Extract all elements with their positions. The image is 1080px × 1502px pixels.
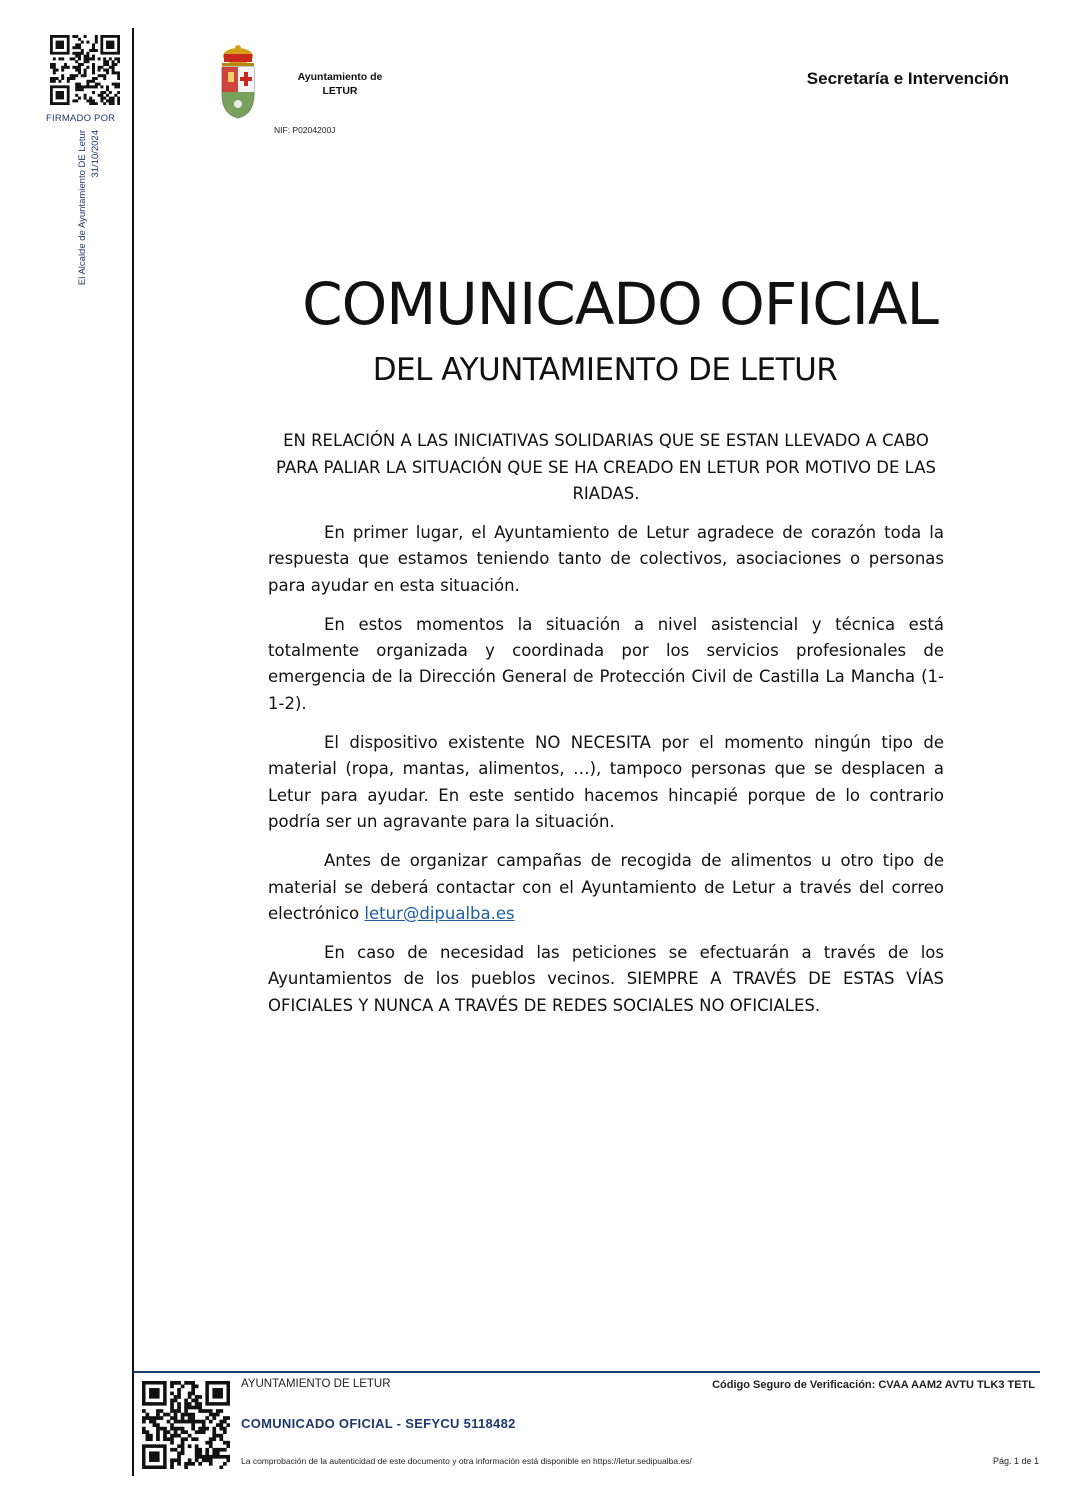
nif-number: NIF: P0204200J [274, 125, 336, 135]
paragraph-1: En primer lugar, el Ayuntamiento de Letur agradece de corazón toda la respuesta que estamos teniendo tanto de colectivos, asociaciones o personas para ayudar en esta situación. [268, 523, 944, 595]
authenticity-note: La comprobación de la autenticidad de este documento y otra información está disponible en https://letur.sedipualba.es/ [241, 1456, 692, 1466]
org-name-line-1: Ayuntamiento de [297, 71, 383, 83]
document-title: COMUNICADO OFICIAL [302, 270, 938, 338]
document-subtitle: DEL AYUNTAMIENTO DE LETUR [372, 352, 838, 388]
intro-heading: EN RELACIÓN A LAS INICIATIVAS SOLIDARIAS QUE SE ESTAN LLEVADO A CABO PARA PALIAR LA SITUACIÓN QUE SE HA CREADO EN LETUR POR MOTIVO DE LAS RIADAS. [275, 431, 936, 503]
margin-rule [132, 28, 134, 1476]
paragraph-5: En caso de necesidad las peticiones se efectuarán a través de los Ayuntamientos de los pueblos vecinos. SIEMPRE A TRAVÉS DE ESTAS VÍAS OFICIALES Y NUNCA A TRAVÉS DE REDES SOCIALES NO OFICIALES. [268, 943, 944, 1015]
paragraph-4 [268, 848, 944, 927]
verification-code: Código Seguro de Verificación: CVAA AAM2 AVTU TLK3 TETL [712, 1379, 1035, 1391]
signature-qr-code-icon [50, 35, 120, 105]
document-reference: COMUNICADO OFICIAL - SEFYCU 5118482 [241, 1416, 516, 1431]
org-name-line-2: LETUR [322, 85, 358, 97]
document-body [268, 520, 944, 1032]
verification-qr-code-icon [142, 1381, 230, 1469]
sign-date: 31/10/2024 [90, 130, 101, 178]
footer-rule [133, 1371, 1040, 1373]
signer-info [76, 130, 126, 310]
signer-name: El Alcalde de Ayuntamiento DE Letur [77, 130, 88, 286]
department-name: Secretaría e Intervención [806, 69, 1009, 88]
contact-email-link[interactable]: letur@dipualba.es [364, 903, 515, 923]
footer-organization: AYUNTAMIENTO DE LETUR [241, 1378, 391, 1390]
paragraph-2: En estos momentos la situación a nivel asistencial y técnica está totalmente organizada y coordinada por los servicios profesionales de emergencia de la Dirección General de Protección Civil de Castilla La Mancha (1-1-2). [268, 614, 944, 713]
paragraph-3: El dispositivo existente NO NECESITA por el momento ningún tipo de material (ropa, mantas, alimentos, …), tampoco personas que se desplacen a Letur para ayudar. En este sentido hacemos hincapié porque de lo contrario podría ser un agravante para la situación. [268, 733, 944, 831]
organization-name [270, 70, 410, 98]
page-number: Pág. 1 de 1 [992, 1456, 1039, 1466]
coat-of-arms-icon [215, 42, 261, 122]
paragraph-4-text: Antes de organizar campañas de recogida de alimentos u otro tipo de material se deberá contactar con el Ayuntamiento de Letur a través del correo electrónico [268, 851, 944, 923]
signed-by-label: FIRMADO POR [46, 113, 116, 124]
